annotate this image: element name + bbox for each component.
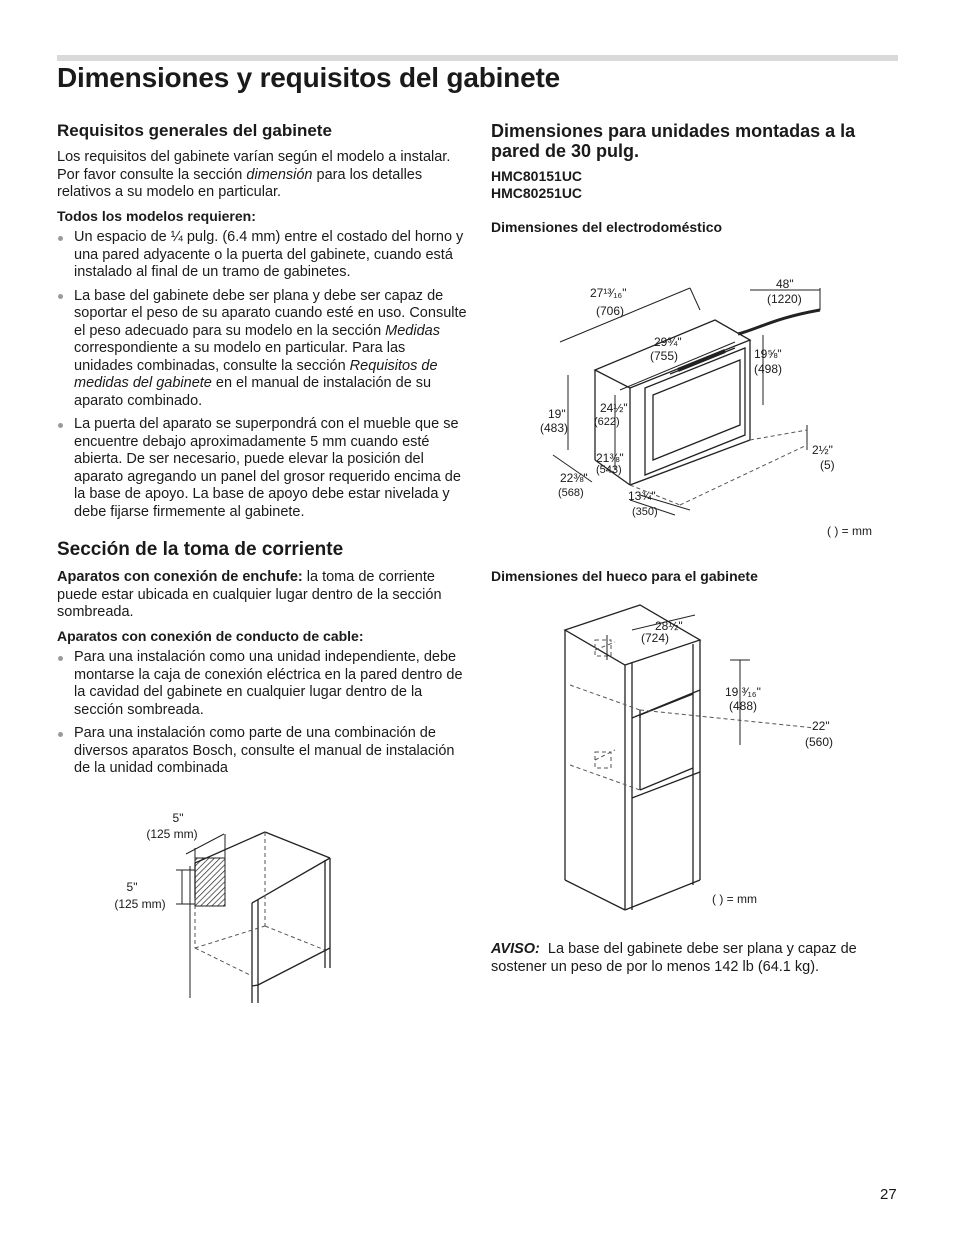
depth-27-inches: 27¹³⁄₁₆" (590, 286, 627, 300)
list-item (57, 288, 467, 411)
conduit-list (57, 649, 467, 778)
height-19-5-inches: 19⅝" (754, 347, 782, 361)
outlet-area-diagram (100, 808, 350, 1008)
cavity-width-mm: (724) (641, 631, 670, 645)
item-text: correspondiente a su modelo en particular. Para las unidades combinadas, consulte la sección (74, 340, 406, 374)
plug-label: Aparatos con conexión de enchufe: (57, 569, 303, 585)
requirements-list (57, 229, 467, 521)
left-column (57, 121, 467, 784)
cavity-height-inches: 19 ³⁄₁₆" (725, 685, 761, 699)
height-19-5-mm: (498) (754, 362, 783, 376)
item-text: La base del gabinete debe ser plana y debe ser capaz de soportar el peso de su aparato cuando esté en uso. Consulte el peso adecuado para su modelo en la sección (74, 287, 467, 339)
width-29-mm: (755) (650, 349, 679, 363)
gap-2-inches: 2½" (812, 443, 833, 457)
outlet-width-mm: (125 mm) (146, 827, 198, 841)
item-emphasis: Requisitos de medidas del gabinete (74, 357, 438, 391)
plug-text: la toma de corriente puede estar ubicada en cualquier lugar dentro de la sección sombreada. (57, 569, 442, 620)
depth-21-mm: (543) (596, 464, 622, 476)
list-item: Para una instalación como una unidad independiente, debe montarse la caja de conexión eléctrica en la pared dentro de la cavidad del gabinete en cualquier lugar dentro de la sección sombreada. (57, 649, 467, 719)
cord-48-inches: 48" (776, 277, 794, 291)
cavity-dimensions-title: Dimensiones del hueco para el gabinete (491, 568, 758, 584)
section-heading-general: Requisitos generales del gabinete (57, 121, 332, 140)
page-number: 27 (880, 1186, 897, 1203)
right-column (491, 121, 898, 237)
depth-21-inches: 21⅜" (596, 451, 624, 465)
height-19-mm: (483) (540, 421, 569, 435)
top-rule (57, 55, 898, 61)
conduit-subhead: Aparatos con conexión de conducto de cable: (57, 627, 364, 644)
width-13-inches: 13¾" (628, 489, 656, 503)
list-item: Para una instalación como parte de una combinación de diversos aparatos Bosch, consulte el manual de instalación de la unidad combinada (57, 725, 467, 778)
cord-48-mm: (1220) (767, 292, 802, 306)
width-29-inches: 29¾" (654, 335, 682, 349)
model-number: HMC80251UC (491, 185, 583, 201)
cavity-height-mm: (488) (729, 699, 758, 713)
cavity-mm-note: ( ) = mm (712, 892, 757, 906)
cavity-dimensions-diagram (555, 600, 855, 920)
section-heading-dimensions: Dimensiones para unidades montadas a la pared de 30 pulg. (491, 121, 856, 161)
model-number: HMC80151UC (491, 168, 583, 184)
all-models-subhead: Todos los modelos requieren: (57, 207, 256, 224)
outlet-height-inches: 5" (126, 880, 138, 894)
notice-label: AVISO: (491, 941, 540, 957)
list-item: La puerta del aparato se superpondrá con el mueble que se encuentre debajo aproximadamente 5 mm cuando esté abierta. De ser necesario, puede elevar la posición del aparato agregando un panel del grosor requerido encima de la base de apoyo. La base de apoyo debe estar nivelada y debe fijarse firmemente al gabinete. (57, 416, 467, 521)
plug-paragraph (57, 569, 467, 622)
page-title: Dimensiones y requisitos del gabinete (57, 62, 560, 93)
list-item: Un espacio de ¼ pulg. (6.4 mm) entre el costado del horno y una pared adyacente o la puerta del gabinete, cuando está instalado al final de un tramo de gabinetes. (57, 229, 467, 282)
section-heading-outlet: Sección de la toma de corriente (57, 539, 344, 560)
depth-22-mm: (568) (558, 487, 584, 499)
notice-text: La base del gabinete debe ser plana y capaz de sostener un peso de por lo menos 142 lb (64.1 kg). (491, 941, 861, 975)
depth-22-inches: 22⅜" (560, 471, 588, 485)
intro-emphasis: dimensión (246, 166, 313, 183)
appliance-dimensions-title: Dimensiones del electrodoméstico (491, 219, 723, 235)
cavity-depth-inches: 22" (812, 719, 830, 733)
outlet-width-inches: 5" (172, 811, 184, 825)
intro-text-a: Los requisitos del gabinete varían según el modelo a instalar. Por favor consulte la sección (57, 149, 451, 183)
outlet-height-mm: (125 mm) (114, 897, 166, 911)
notice-paragraph (491, 941, 901, 976)
item-emphasis: Medidas (385, 322, 440, 339)
height-19-inches: 19" (548, 407, 566, 421)
depth-24-mm: (622) (594, 416, 620, 428)
depth-24-inches: 24½" (600, 401, 628, 415)
cavity-width-inches: 28½" (655, 619, 683, 633)
appliance-dimensions-diagram (520, 270, 890, 525)
intro-paragraph (57, 149, 467, 202)
gap-2-mm: (5) (820, 458, 835, 472)
item-text: en el manual de instalación de su aparato combinado. (74, 375, 432, 409)
intro-text-b: para los detalles relativos a su modelo en particular. (57, 166, 423, 200)
cavity-depth-mm: (560) (805, 735, 834, 749)
appliance-mm-note: ( ) = mm (827, 524, 872, 538)
width-13-mm: (350) (632, 506, 658, 518)
depth-27-mm: (706) (596, 304, 625, 318)
